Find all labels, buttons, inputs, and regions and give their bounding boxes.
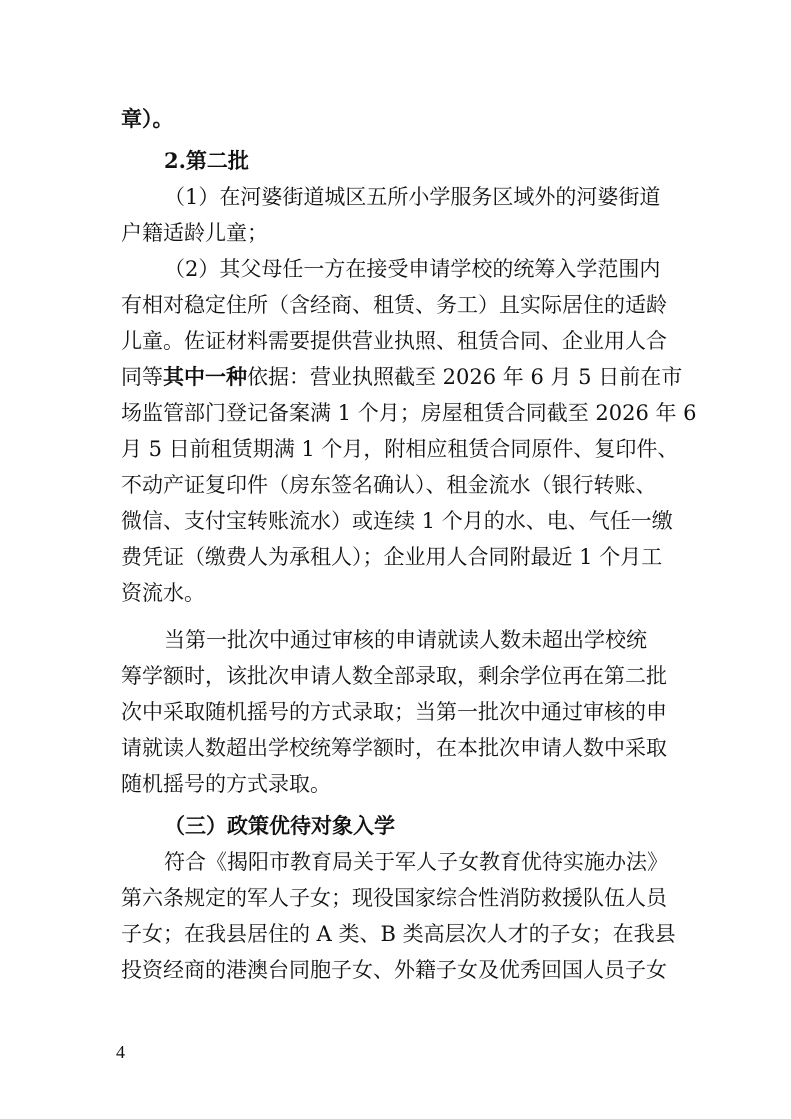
text-line: 费凭证（缴费人为承租人）；企业用人合同附最近 1 个月工 <box>121 545 663 569</box>
text-line: 场监管部门登记备案满 1 个月；房屋租赁合同截至 2026 年 6 <box>121 401 697 425</box>
page-number: 4 <box>116 1042 125 1062</box>
text-segment: 同等 <box>121 365 163 389</box>
text-line: 符合《揭阳市教育局关于军人子女教育优待实施办法》 <box>164 850 668 874</box>
section-heading: 2.第二批 <box>164 148 249 173</box>
text-segment: 依据：营业执照截至 2026 年 6 月 5 日前在市 <box>247 365 683 389</box>
text-line: （2）其父母任一方在接受申请学校的统筹入学范围内 <box>164 257 661 281</box>
text-line: 章）。 <box>121 106 174 131</box>
text-line: 月 5 日前租赁期满 1 个月，附相应租赁合同原件、复印件、 <box>121 437 679 461</box>
text-line: 当第一批次中通过审核的申请就读人数未超出学校统 <box>164 628 647 652</box>
emphasis-text: 其中一种 <box>163 364 247 389</box>
text-line: 筹学额时，该批次申请人数全部录取，剩余学位再在第二批 <box>121 664 667 688</box>
text-line: 户籍适龄儿童； <box>121 221 268 245</box>
text-line: 投资经商的港澳台同胞子女、外籍子女及优秀回国人员子女 <box>121 958 667 982</box>
text-line: 随机摇号的方式录取。 <box>121 772 331 796</box>
section-heading: （三）政策优待对象入学 <box>164 813 395 838</box>
text-line: （1）在河婆街道城区五所小学服务区域外的河婆街道 <box>164 185 661 209</box>
text-line-mixed <box>121 362 791 392</box>
text-line: 不动产证复印件（房东签名确认）、租金流水（银行转账、 <box>121 473 657 497</box>
text-line: 资流水。 <box>121 581 205 605</box>
text-line: 请就读人数超出学校统筹学额时，在本批次申请人数中采取 <box>121 736 667 760</box>
text-line: 儿童。佐证材料需要提供营业执照、租赁合同、企业用人合 <box>121 329 667 353</box>
text-line: 有相对稳定住所（含经商、租赁、务工）且实际居住的适龄 <box>121 293 667 317</box>
text-line: 微信、支付宝转账流水）或连续 1 个月的水、电、气任一缴 <box>121 509 673 533</box>
text-line: 次中采取随机摇号的方式录取；当第一批次中通过审核的申 <box>121 700 667 724</box>
text-line: 第六条规定的军人子女；现役国家综合性消防救援队伍人员 <box>121 886 667 910</box>
text-line: 子女；在我县居住的 A 类、B 类高层次人才的子女；在我县 <box>121 922 676 946</box>
